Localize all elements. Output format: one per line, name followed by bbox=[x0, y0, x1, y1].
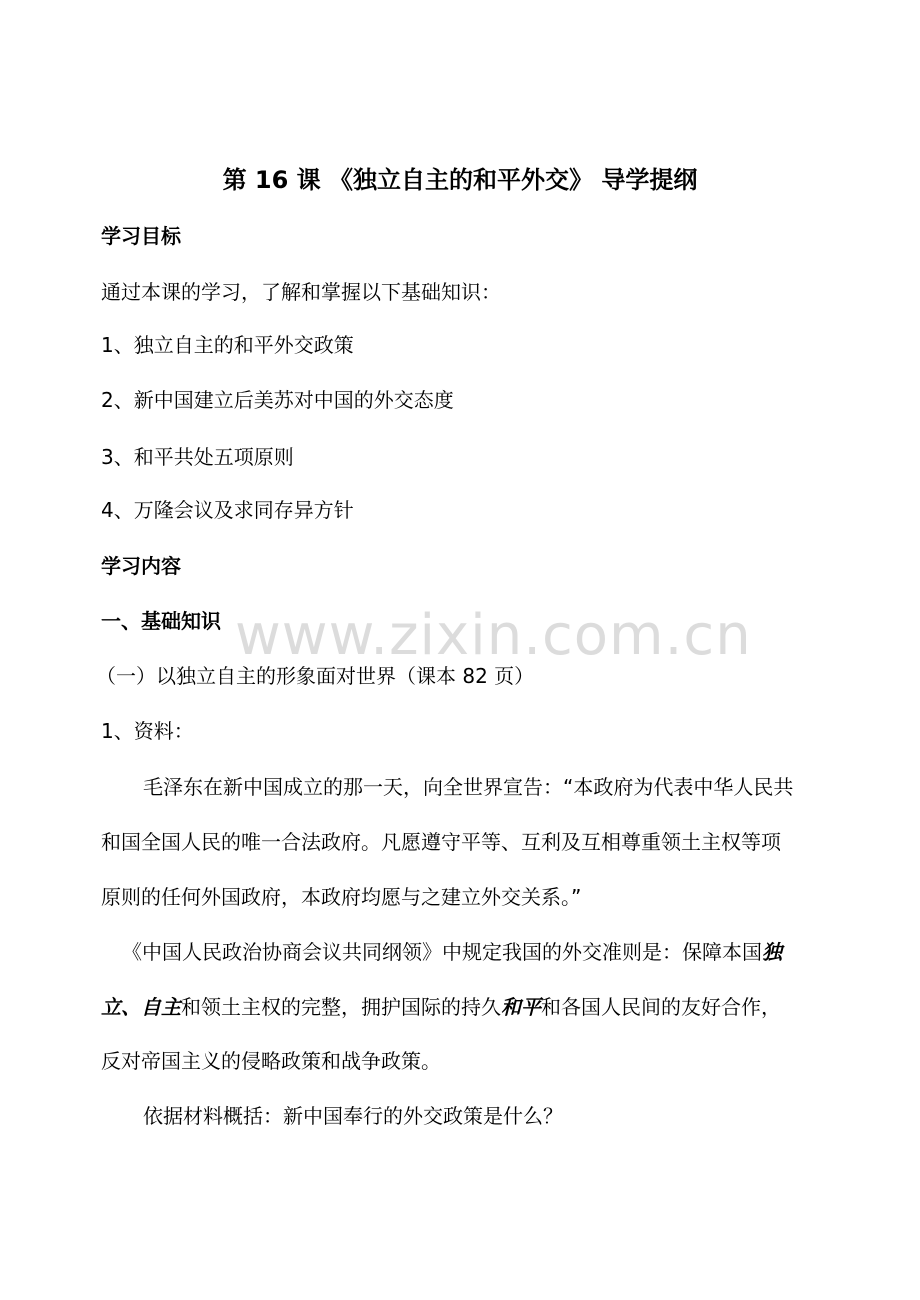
paragraph-line: 毛泽东在新中国成立的那一天，向全世界宣告：“本政府为代表中华人民共 bbox=[143, 775, 794, 799]
material-label: 1、资料： bbox=[101, 719, 194, 743]
paragraph-text: 《中国人民政治协商会议共同纲领》中规定我国的外交准则是：保障本国 bbox=[122, 940, 762, 964]
objectives-intro: 通过本课的学习，了解和掌握以下基础知识： bbox=[101, 280, 501, 304]
objective-item: 3、和平共处五项原则 bbox=[101, 445, 294, 469]
paragraph-line bbox=[101, 995, 781, 1019]
emphasis-text: 和平 bbox=[501, 995, 541, 1019]
paragraph-text: 和各国人民间的友好合作， bbox=[541, 995, 781, 1019]
emphasis-text: 独 bbox=[762, 940, 782, 964]
objective-item: 4、万隆会议及求同存异方针 bbox=[101, 498, 354, 522]
emphasis-text: 立、自主 bbox=[101, 995, 181, 1019]
content-heading: 学习内容 bbox=[101, 554, 181, 578]
paragraph-line: 反对帝国主义的侵略政策和战争政策。 bbox=[101, 1049, 441, 1073]
page-title: 第 16 课 《独立自主的和平外交》 导学提纲 bbox=[222, 166, 698, 194]
question-line: 依据材料概括：新中国奉行的外交政策是什么？ bbox=[143, 1104, 563, 1128]
objective-item: 1、独立自主的和平外交政策 bbox=[101, 333, 354, 357]
paragraph-line bbox=[122, 940, 782, 964]
objective-item: 2、新中国建立后美苏对中国的外交态度 bbox=[101, 388, 454, 412]
watermark: www.zixin.com.cn bbox=[235, 603, 752, 668]
basic-knowledge-heading: 一、基础知识 bbox=[101, 609, 221, 633]
objectives-heading: 学习目标 bbox=[101, 224, 181, 248]
subsection-heading: （一）以独立自主的形象面对世界（课本 82 页） bbox=[96, 664, 535, 688]
paragraph-line: 和国全国人民的唯一合法政府。凡愿遵守平等、互利及互相尊重领土主权等项 bbox=[101, 830, 781, 854]
paragraph-text: 和领土主权的完整，拥护国际的持久 bbox=[181, 995, 501, 1019]
paragraph-line: 原则的任何外国政府，本政府均愿与之建立外交关系。” bbox=[101, 885, 582, 909]
